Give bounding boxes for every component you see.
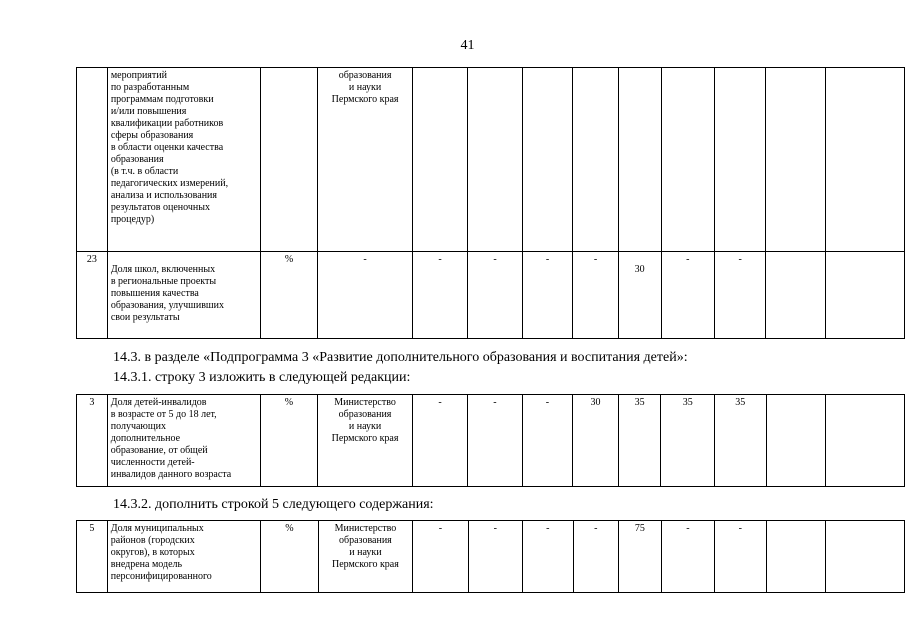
indicator-name: Доля школ, включенных в региональные проекты повышения качества образования, улучшивших свои результаты [107,252,260,339]
value-cell [825,395,904,487]
unit-cell [260,68,317,252]
unit-cell: % [261,521,318,593]
value-cell: - [412,252,467,339]
value-cell: 35 [618,395,661,487]
value-cell: - [573,252,619,339]
value-cell [766,68,825,252]
row-number: 3 [77,395,108,487]
value-cell: - [412,395,467,487]
value-cell: - [573,521,619,593]
row-number [77,68,108,252]
responsible-org: образования и науки Пермского края [318,68,413,252]
value-cell [618,68,661,252]
section-subheading: 14.3.1. строку 3 изложить в следующей редакции: [113,370,411,385]
value-cell [825,68,904,252]
indicator-name: мероприятий по разработанным программам подготовки и/или повышения квалификации работников сферы образования в области оценки качества образования (в т.ч. в области педагогических измерений, анализа и использования результатов оценочных процедур) [107,68,260,252]
indicator-name: Доля детей-инвалидов в возрасте от 5 до 18 лет, получающих дополнительное образование, от общей численности детей- инвалидов данного возраста [107,395,260,487]
value-cell: 35 [661,395,715,487]
value-cell: - [522,395,572,487]
row-number: 23 [77,252,108,339]
value-cell: - [523,521,573,593]
value-cell [412,68,467,252]
value-cell: - [468,252,522,339]
page-number: 41 [460,38,475,53]
value-cell: - [468,395,522,487]
indicators-table-3 [76,520,905,593]
value-cell [766,395,825,487]
value-cell: - [714,252,765,339]
value-cell: 30 [618,252,661,339]
value-cell [661,68,714,252]
value-cell: - [522,252,573,339]
value-cell [825,252,904,339]
table-row [77,395,905,487]
value-cell [766,521,825,593]
indicators-table-1 [76,67,905,339]
value-cell: 30 [573,395,619,487]
table-row [77,521,905,593]
value-cell [766,252,825,339]
section-heading: 14.3. в разделе «Подпрограмма 3 «Развитие дополнительного образования и воспитания детей»: [113,350,688,365]
value-cell: - [715,521,766,593]
value-cell: - [661,521,714,593]
unit-cell: % [260,252,317,339]
section-subheading: 14.3.2. дополнить строкой 5 следующего содержания: [113,497,434,512]
indicators-table-2 [76,394,905,487]
value-cell: - [468,521,522,593]
value-cell [825,521,904,593]
value-cell: - [661,252,714,339]
value-cell [522,68,573,252]
table-row [77,68,905,252]
value-cell [714,68,765,252]
responsible-org: - [318,252,413,339]
value-cell: - [413,521,468,593]
responsible-org: Министерство образования и науки Пермского края [318,521,413,593]
row-number: 5 [77,521,108,593]
value-cell: 75 [619,521,662,593]
responsible-org: Министерство образования и науки Пермского края [318,395,413,487]
value-cell: 35 [714,395,766,487]
value-cell [573,68,619,252]
indicator-name: Доля муниципальных районов (городских округов), в которых внедрена модель персонифицированного [107,521,260,593]
value-cell [468,68,522,252]
unit-cell: % [260,395,317,487]
table-row [77,252,905,339]
